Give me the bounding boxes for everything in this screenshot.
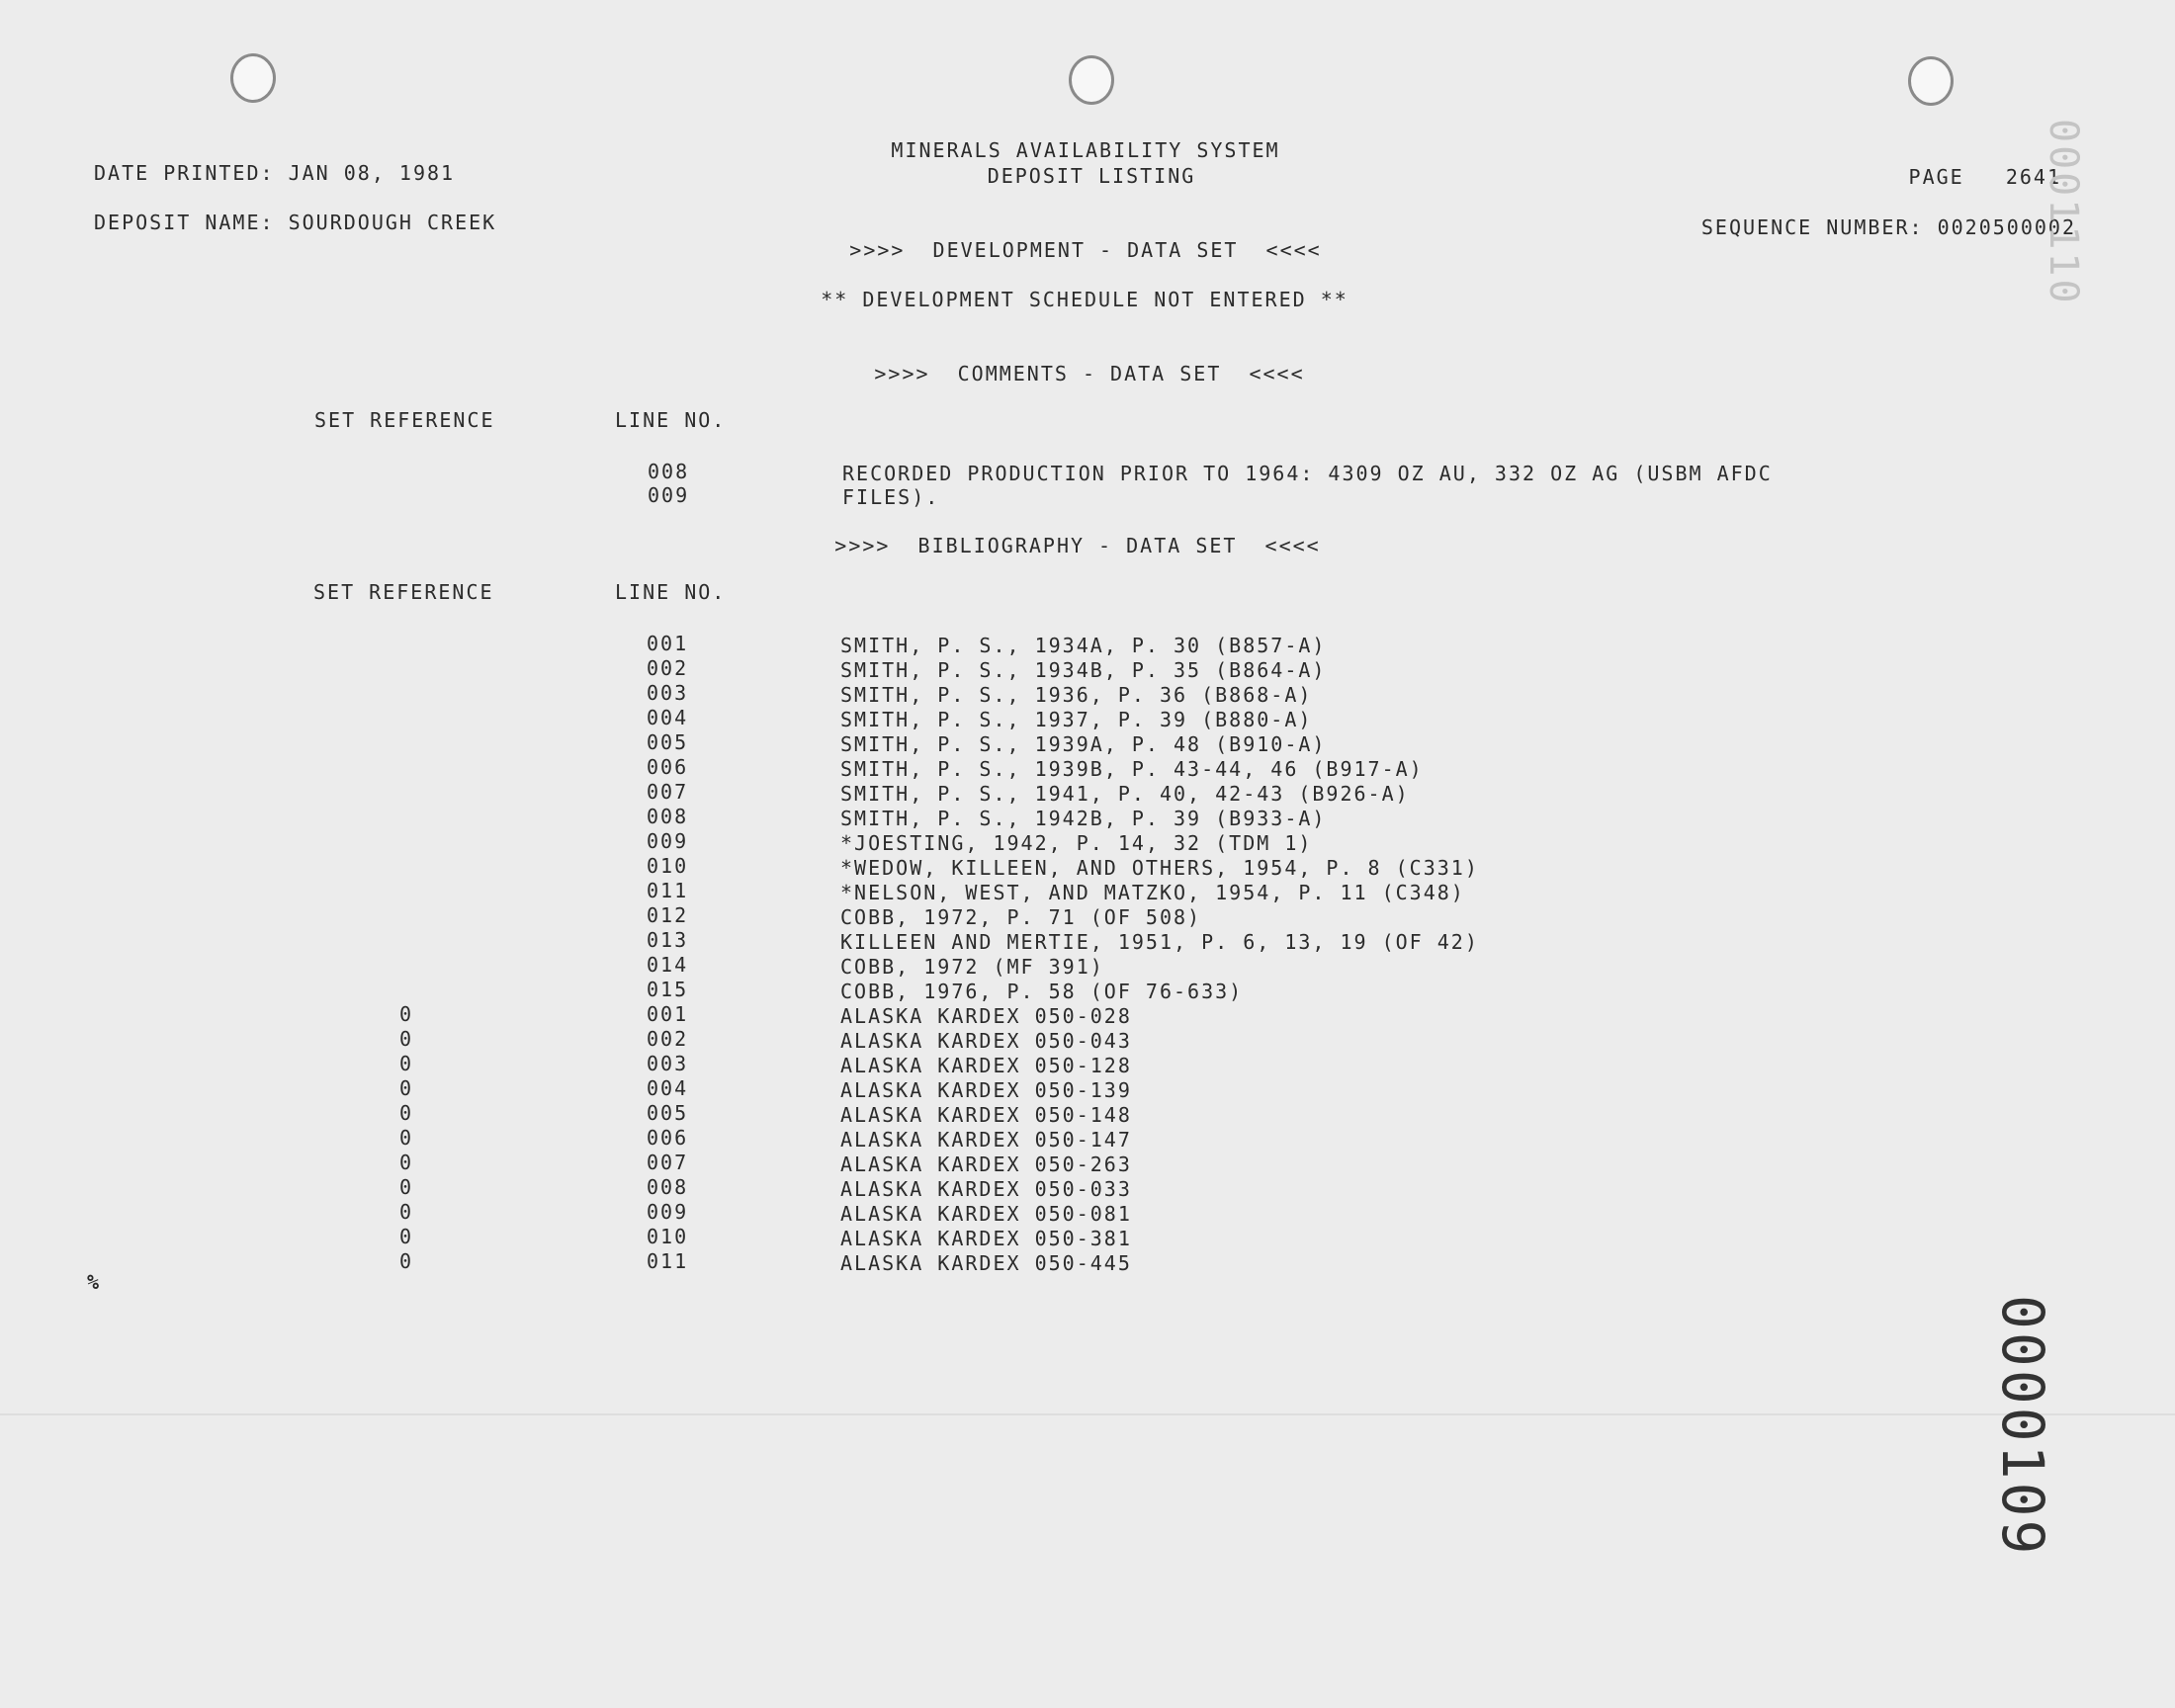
- bibliography-heading: >>>> BIBLIOGRAPHY - DATA SET <<<<: [834, 534, 1321, 557]
- development-heading: >>>> DEVELOPMENT - DATA SET <<<<: [849, 238, 1322, 262]
- bibliography-row-text: ALASKA KARDEX 050-148: [840, 1103, 1132, 1127]
- punch-hole-right: [1908, 56, 1954, 106]
- bibliography-row-text: ALASKA KARDEX 050-028: [840, 1004, 1132, 1028]
- bibliography-row-text: ALASKA KARDEX 050-043: [840, 1029, 1132, 1053]
- bibliography-row-text: SMITH, P. S., 1939A, P. 48 (B910-A): [840, 732, 1327, 756]
- bibliography-row-line: 001: [647, 1002, 689, 1026]
- bibliography-row-text: ALASKA KARDEX 050-128: [840, 1054, 1132, 1077]
- bibliography-row-line: 010: [647, 854, 689, 878]
- bibliography-row-line: 013: [647, 928, 689, 952]
- bibliography-row-text: *NELSON, WEST, AND MATZKO, 1954, P. 11 (C348): [840, 881, 1465, 904]
- bibliography-row-line: 009: [647, 829, 689, 853]
- page-number: PAGE 2641: [1908, 165, 2061, 189]
- bibliography-row-text: SMITH, P. S., 1942B, P. 39 (B933-A): [840, 807, 1327, 830]
- bibliography-row-set-ref: 0: [399, 1101, 414, 1125]
- bibliography-col-line-no: LINE NO.: [615, 580, 727, 604]
- bibliography-row-line: 006: [647, 1126, 689, 1150]
- bibliography-row-text: ALASKA KARDEX 050-033: [840, 1177, 1132, 1201]
- bibliography-row-line: 005: [647, 730, 689, 754]
- bibliography-row-line: 015: [647, 978, 689, 1001]
- date-printed: DATE PRINTED: JAN 08, 1981: [94, 161, 456, 185]
- bibliography-row-text: COBB, 1976, P. 58 (OF 76-633): [840, 980, 1244, 1003]
- bibliography-row-line: 003: [647, 681, 689, 705]
- bibliography-row-set-ref: 0: [399, 1002, 414, 1026]
- bibliography-row-text: SMITH, P. S., 1936, P. 36 (B868-A): [840, 683, 1313, 707]
- comment-row-line: 009: [648, 483, 690, 507]
- faint-stamped-number: 0001110: [2041, 119, 2086, 306]
- bibliography-row-line: 002: [647, 1027, 689, 1051]
- bibliography-row-set-ref: 0: [399, 1076, 414, 1100]
- bibliography-row-text: SMITH, P. S., 1937, P. 39 (B880-A): [840, 708, 1313, 731]
- bibliography-row-line: 004: [647, 1076, 689, 1100]
- bibliography-row-line: 001: [647, 632, 689, 655]
- bibliography-row-text: SMITH, P. S., 1934A, P. 30 (B857-A): [840, 634, 1327, 657]
- bibliography-col-set-reference: SET REFERENCE: [313, 580, 494, 604]
- bibliography-row-line: 003: [647, 1052, 689, 1075]
- bibliography-row-text: ALASKA KARDEX 050-263: [840, 1153, 1132, 1176]
- bibliography-row-line: 008: [647, 805, 689, 828]
- development-note: ** DEVELOPMENT SCHEDULE NOT ENTERED **: [821, 288, 1348, 311]
- bibliography-row-line: 002: [647, 656, 689, 680]
- bibliography-row-set-ref: 0: [399, 1126, 414, 1150]
- bibliography-row-text: ALASKA KARDEX 050-381: [840, 1227, 1132, 1250]
- comments-heading: >>>> COMMENTS - DATA SET <<<<: [874, 362, 1305, 385]
- bibliography-row-set-ref: 0: [399, 1052, 414, 1075]
- bibliography-row-line: 006: [647, 755, 689, 779]
- bibliography-row-text: ALASKA KARDEX 050-081: [840, 1202, 1132, 1226]
- comment-row-text: FILES).: [842, 485, 940, 509]
- bibliography-row-text: KILLEEN AND MERTIE, 1951, P. 6, 13, 19 (OF 42): [840, 930, 1479, 954]
- bibliography-row-line: 011: [647, 879, 689, 902]
- bibliography-row-line: 004: [647, 706, 689, 729]
- bibliography-row-set-ref: 0: [399, 1151, 414, 1174]
- punch-hole-center: [1069, 55, 1114, 105]
- bibliography-row-line: 012: [647, 903, 689, 927]
- bibliography-row-line: 007: [647, 1151, 689, 1174]
- bibliography-row-text: ALASKA KARDEX 050-445: [840, 1251, 1132, 1275]
- bibliography-row-line: 010: [647, 1225, 689, 1248]
- comments-col-line-no: LINE NO.: [615, 408, 727, 432]
- bibliography-row-line: 005: [647, 1101, 689, 1125]
- bibliography-row-set-ref: 0: [399, 1225, 414, 1248]
- listing-title: DEPOSIT LISTING: [987, 164, 1196, 188]
- bibliography-row-set-ref: 0: [399, 1200, 414, 1224]
- bibliography-row-text: ALASKA KARDEX 050-139: [840, 1078, 1132, 1102]
- sequence-number: SEQUENCE NUMBER: 0020500002: [1700, 215, 2076, 239]
- comment-row-line: 008: [648, 460, 690, 483]
- bibliography-row-text: *JOESTING, 1942, P. 14, 32 (TDM 1): [840, 831, 1313, 855]
- bibliography-row-text: COBB, 1972 (MF 391): [840, 955, 1104, 979]
- bibliography-row-set-ref: 0: [399, 1175, 414, 1199]
- bibliography-row-text: ALASKA KARDEX 050-147: [840, 1128, 1132, 1152]
- system-title: MINERALS AVAILABILITY SYSTEM: [891, 138, 1280, 162]
- bibliography-row-text: COBB, 1972, P. 71 (OF 508): [840, 905, 1202, 929]
- bibliography-row-text: SMITH, P. S., 1941, P. 40, 42-43 (B926-A): [840, 782, 1410, 806]
- bibliography-row-text: *WEDOW, KILLEEN, AND OTHERS, 1954, P. 8 (C331): [840, 856, 1479, 880]
- bibliography-row-set-ref: 0: [399, 1027, 414, 1051]
- footer-percent-mark: %: [87, 1270, 102, 1294]
- bibliography-row-text: SMITH, P. S., 1934B, P. 35 (B864-A): [840, 658, 1327, 682]
- punch-hole-left: [230, 53, 276, 103]
- comment-row-text: RECORDED PRODUCTION PRIOR TO 1964: 4309 OZ AU, 332 OZ AG (USBM AFDC: [842, 462, 1773, 485]
- bibliography-row-set-ref: 0: [399, 1249, 414, 1273]
- bibliography-row-line: 011: [647, 1249, 689, 1273]
- bibliography-row-line: 014: [647, 953, 689, 977]
- paper-crease: [0, 1413, 2175, 1415]
- stamped-page-number: 0000109: [1989, 1295, 2056, 1558]
- bibliography-row-line: 009: [647, 1200, 689, 1224]
- deposit-name: DEPOSIT NAME: SOURDOUGH CREEK: [94, 211, 497, 234]
- bibliography-row-line: 007: [647, 780, 689, 804]
- bibliography-row-text: SMITH, P. S., 1939B, P. 43-44, 46 (B917-A): [840, 757, 1424, 781]
- bibliography-row-line: 008: [647, 1175, 689, 1199]
- comments-col-set-reference: SET REFERENCE: [314, 408, 495, 432]
